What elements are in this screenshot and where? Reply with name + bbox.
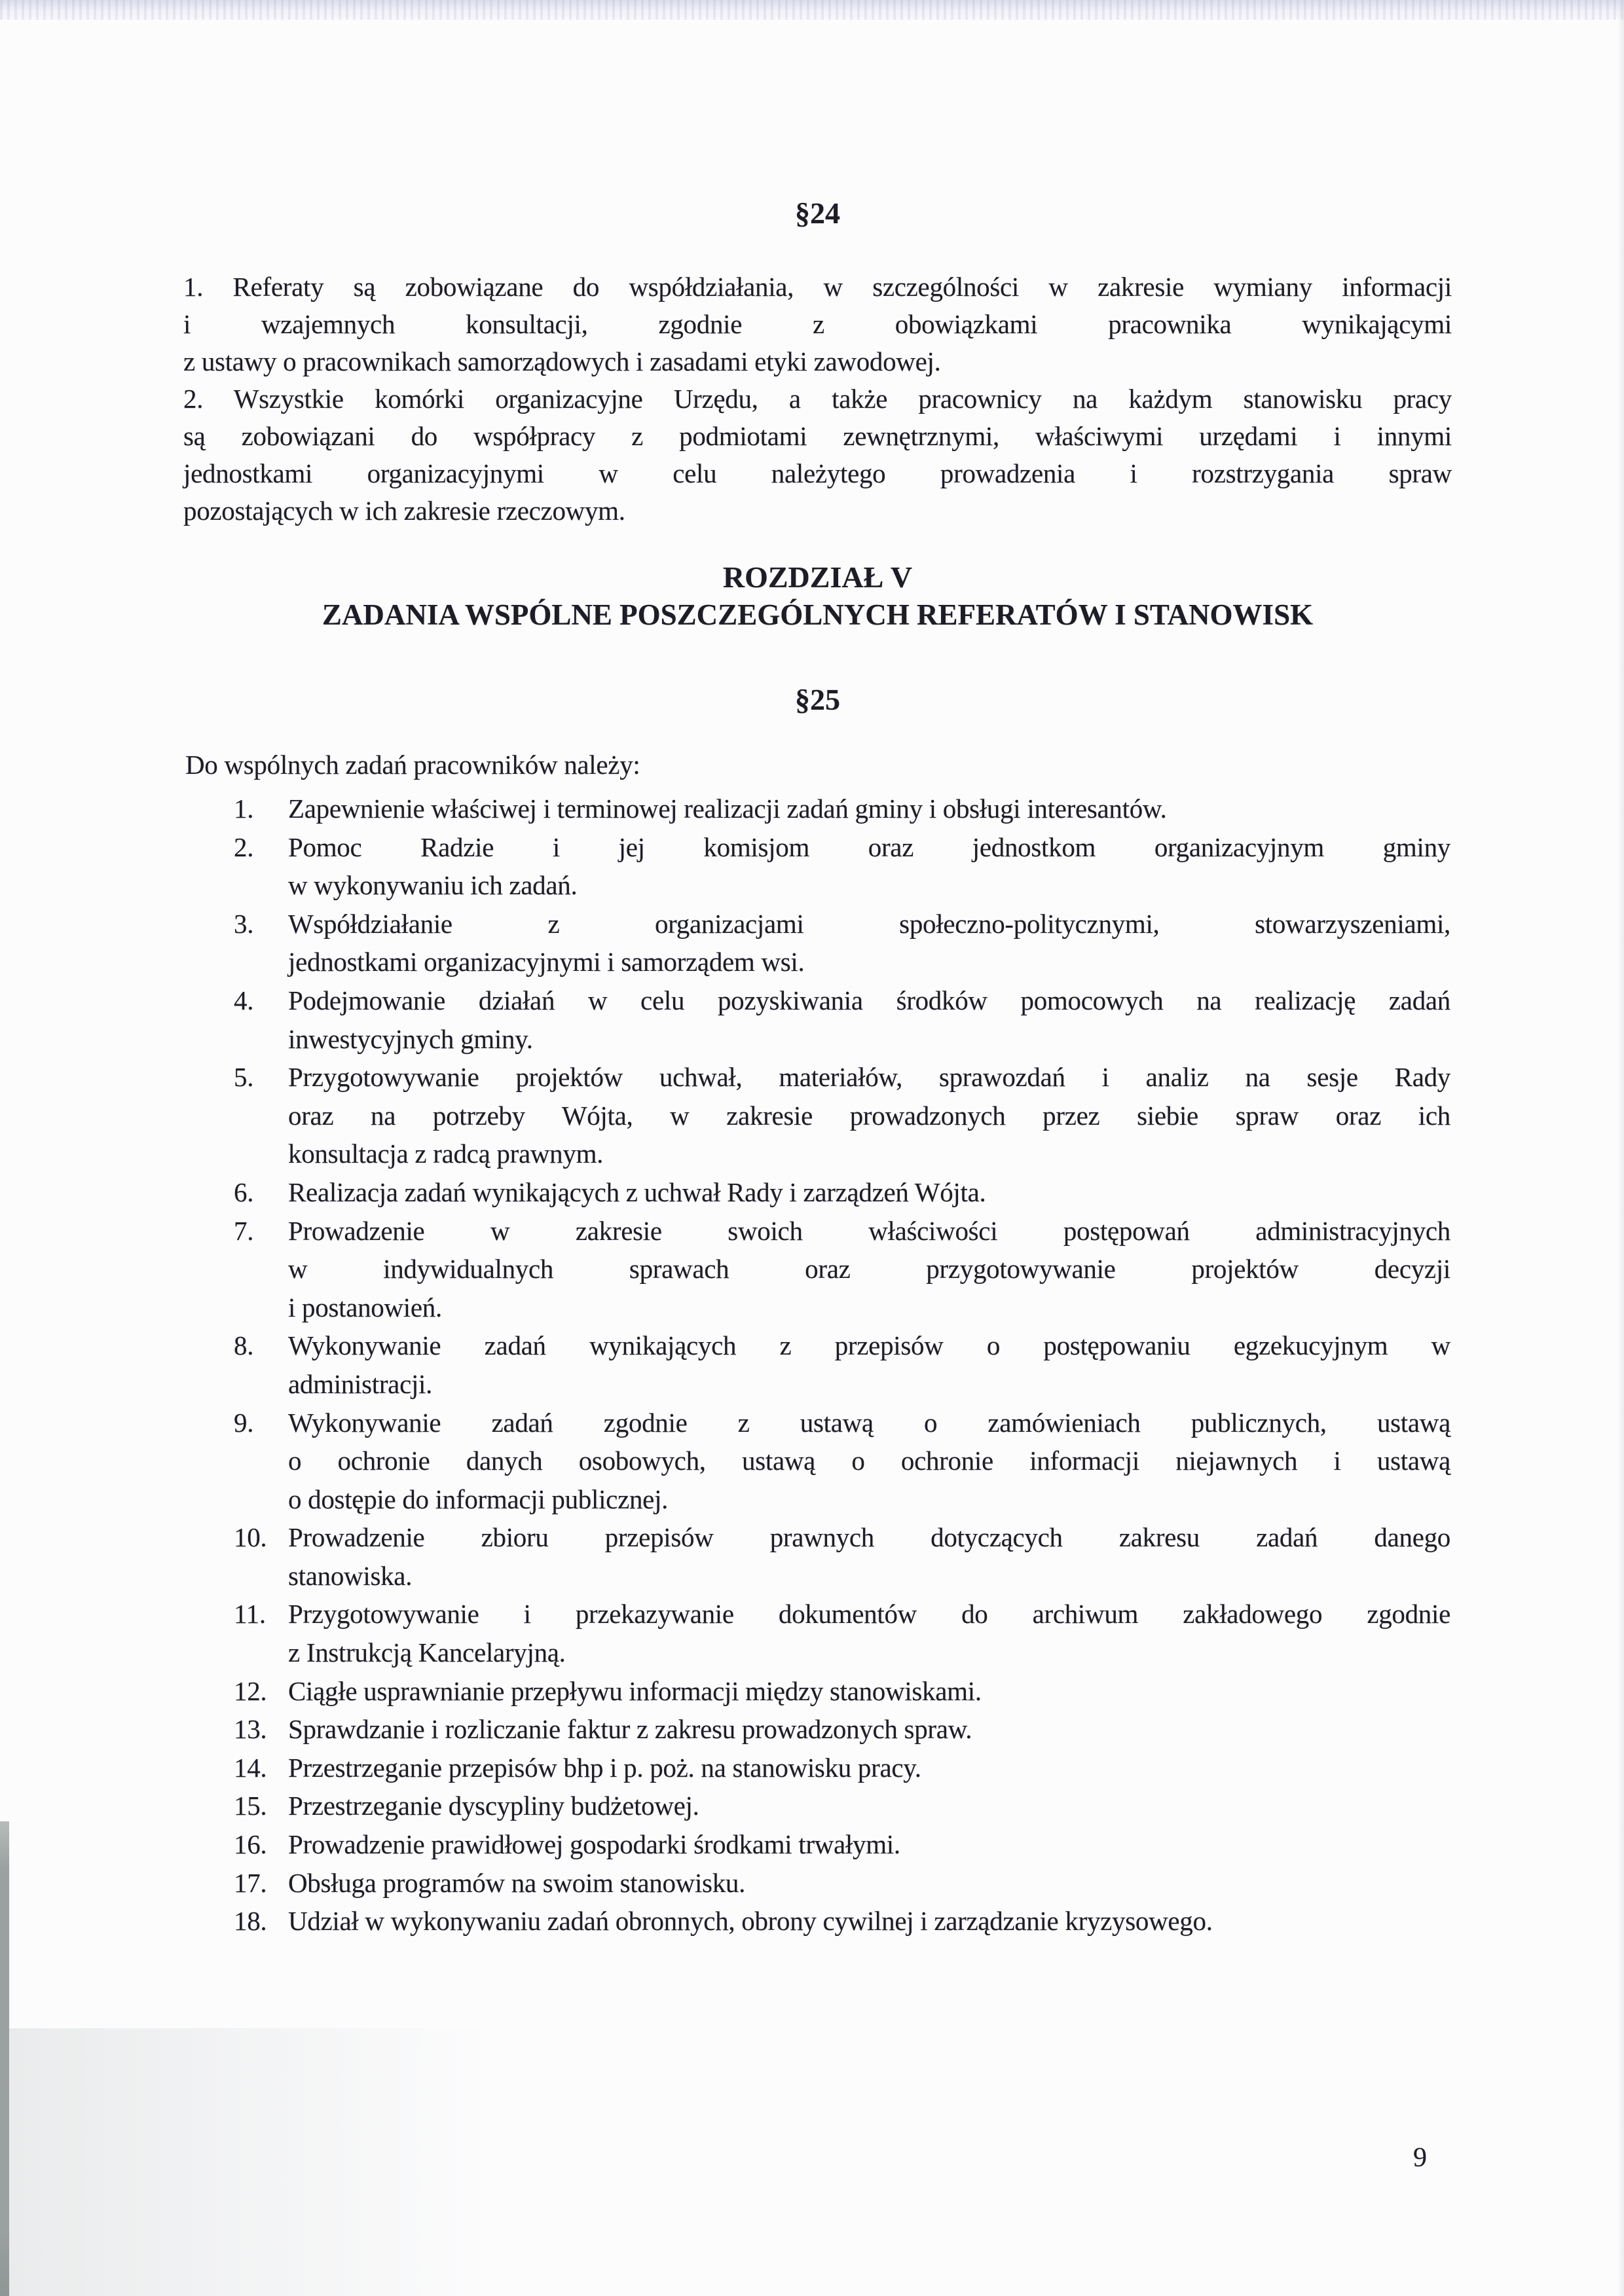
task-text (288, 1404, 1450, 1519)
task-number: 5. (234, 1062, 254, 1093)
paragraph-line: i wzajemnych konsultacji, zgodnie z obowiązkami pracownika wynikającymi (183, 309, 1452, 339)
task-item (234, 1749, 1450, 1787)
task-line: w wykonywaniu ich zadań. (288, 870, 578, 901)
task-item (234, 1518, 1450, 1595)
task-text (288, 1058, 1450, 1173)
task-line: Przestrzeganie przepisów bhp i p. poż. na stanowisku pracy. (288, 1752, 921, 1783)
paragraph-line: jednostkami organizacyjnymi w celu należytego prowadzenia i rozstrzygania spraw (183, 458, 1452, 488)
task-item (234, 1902, 1450, 1941)
task-item (234, 1326, 1450, 1403)
task-line: Udział w wykonywaniu zadań obronnych, obrony cywilnej i zarządzanie kryzysowego. (288, 1906, 1213, 1937)
section-24-paragraphs (183, 268, 1452, 530)
scan-artifact-left-strip (0, 1821, 9, 2296)
task-line: Ciągłe usprawnianie przepływu informacji między stanowiskami. (288, 1675, 982, 1706)
task-item (234, 828, 1450, 905)
task-item (234, 1404, 1450, 1519)
task-line: z Instrukcją Kancelaryjną. (288, 1637, 566, 1668)
task-text (288, 1787, 1450, 1825)
task-line: inwestycyjnych gminy. (288, 1023, 533, 1054)
task-number: 13. (234, 1714, 267, 1745)
task-text (288, 1173, 1450, 1212)
scan-artifact-right-edge (1617, 0, 1624, 2296)
task-item (234, 1212, 1450, 1327)
task-item (234, 1058, 1450, 1173)
task-line: Zapewnienie właściwej i terminowej realizacji zadań gminy i obsługi interesantów. (288, 793, 1167, 824)
task-line: Podejmowanie działań w celu pozyskiwania środków pomocowych na realizację zadań (288, 985, 1450, 1015)
tasks-list (234, 790, 1450, 1941)
task-text (288, 1518, 1450, 1595)
task-line: Pomoc Radzie i jej komisjom oraz jednostkom organizacyjnym gminy (288, 831, 1450, 862)
paragraph-line: 1. Referaty są zobowiązane do współdziałania, w szczególności w zakresie wymiany informacji (183, 272, 1452, 302)
task-item (234, 981, 1450, 1058)
section-25-heading: §25 (795, 683, 840, 716)
task-number: 15. (234, 1791, 267, 1821)
task-item (234, 1595, 1450, 1671)
task-line: o dostępie do informacji publicznej. (288, 1484, 669, 1514)
task-item (234, 1173, 1450, 1212)
task-text (288, 1864, 1450, 1903)
task-text (288, 905, 1450, 981)
task-item (234, 1787, 1450, 1825)
task-number: 3. (234, 908, 254, 939)
task-number: 12. (234, 1675, 267, 1706)
section-24-heading: §24 (795, 196, 840, 230)
task-number: 18. (234, 1906, 267, 1937)
task-line: jednostkami organizacyjnymi i samorządem wsi. (288, 947, 805, 977)
task-number: 10. (234, 1522, 267, 1553)
task-line: Realizacja zadań wynikających z uchwał Rady i zarządzeń Wójta. (288, 1176, 986, 1207)
task-text (288, 1825, 1450, 1864)
task-line: oraz na potrzeby Wójta, w zakresie prowadzonych przez siebie spraw oraz ich (288, 1100, 1450, 1131)
page-number: 9 (1413, 2143, 1427, 2173)
scan-artifact-bottom-tint (9, 2028, 585, 2296)
paragraph-line: są zobowiązani do współpracy z podmiotami zewnętrznymi, właściwymi urzędami i innymi (183, 421, 1452, 451)
task-text (288, 981, 1450, 1058)
task-line: Współdziałanie z organizacjami społeczno-politycznymi, stowarzyszeniami, (288, 908, 1450, 939)
paragraph-line: 2. Wszystkie komórki organizacyjne Urzędu, a także pracownicy na każdym stanowisku pracy (183, 384, 1452, 414)
task-line: administracji. (288, 1368, 433, 1399)
task-item (234, 1825, 1450, 1864)
task-text (288, 828, 1450, 905)
task-text (288, 1749, 1450, 1787)
task-number: 17. (234, 1867, 267, 1898)
task-line: konsultacja z radcą prawnym. (288, 1139, 604, 1169)
task-line: Wykonywanie zadań wynikających z przepisów o postępowaniu egzekucyjnym w (288, 1330, 1450, 1361)
chapter-heading: ROZDZIAŁ V (722, 560, 913, 594)
scan-artifact-top-streaks (0, 0, 1624, 20)
task-line: w indywidualnych sprawach oraz przygotowywanie projektów decyzji (288, 1254, 1450, 1285)
task-item (234, 1710, 1450, 1749)
task-item (234, 790, 1450, 828)
task-line: Przygotowywanie projektów uchwał, materiałów, sprawozdań i analiz na sesje Rady (288, 1062, 1450, 1093)
task-text (288, 1595, 1450, 1671)
task-number: 9. (234, 1407, 254, 1438)
task-number: 2. (234, 831, 254, 862)
task-number: 1. (234, 793, 254, 824)
tasks-list-intro: Do wspólnych zadań pracowników należy: (185, 750, 640, 780)
task-item (234, 905, 1450, 981)
task-text (288, 1710, 1450, 1749)
task-number: 6. (234, 1176, 254, 1207)
task-item (234, 1672, 1450, 1711)
task-line: o ochronie danych osobowych, ustawą o ochronie informacji niejawnych i ustawą (288, 1446, 1450, 1476)
paragraph-line: z ustawy o pracownikach samorządowych i zasadami etyki zawodowej. (183, 346, 941, 376)
task-text (288, 1902, 1450, 1941)
task-text (288, 1326, 1450, 1403)
task-number: 11. (234, 1599, 266, 1630)
task-line: stanowiska. (288, 1560, 413, 1591)
task-item (234, 1864, 1450, 1903)
task-line: Prowadzenie zbioru przepisów prawnych dotyczących zakresu zadań danego (288, 1522, 1450, 1553)
task-text (288, 790, 1450, 828)
task-number: 14. (234, 1752, 267, 1783)
task-line: Sprawdzanie i rozliczanie faktur z zakresu prowadzonych spraw. (288, 1714, 972, 1745)
task-line: i postanowień. (288, 1292, 442, 1322)
paragraph-line: pozostających w ich zakresie rzeczowym. (183, 496, 625, 526)
task-line: Wykonywanie zadań zgodnie z ustawą o zamówieniach publicznych, ustawą (288, 1407, 1450, 1438)
task-number: 16. (234, 1829, 267, 1860)
task-line: Obsługa programów na swoim stanowisku. (288, 1867, 746, 1898)
task-line: Przygotowywanie i przekazywanie dokumentów do archiwum zakładowego zgodnie (288, 1599, 1450, 1630)
task-line: Prowadzenie w zakresie swoich właściwości postępowań administracyjnych (288, 1215, 1450, 1246)
task-text (288, 1212, 1450, 1327)
task-number: 4. (234, 985, 254, 1015)
chapter-title: ZADANIA WSPÓLNE POSZCZEGÓLNYCH REFERATÓW I STANOWISK (322, 598, 1314, 631)
task-line: Prowadzenie prawidłowej gospodarki środkami trwałymi. (288, 1829, 900, 1860)
task-line: Przestrzeganie dyscypliny budżetowej. (288, 1791, 699, 1821)
task-number: 7. (234, 1215, 254, 1246)
task-text (288, 1672, 1450, 1711)
task-number: 8. (234, 1330, 254, 1361)
